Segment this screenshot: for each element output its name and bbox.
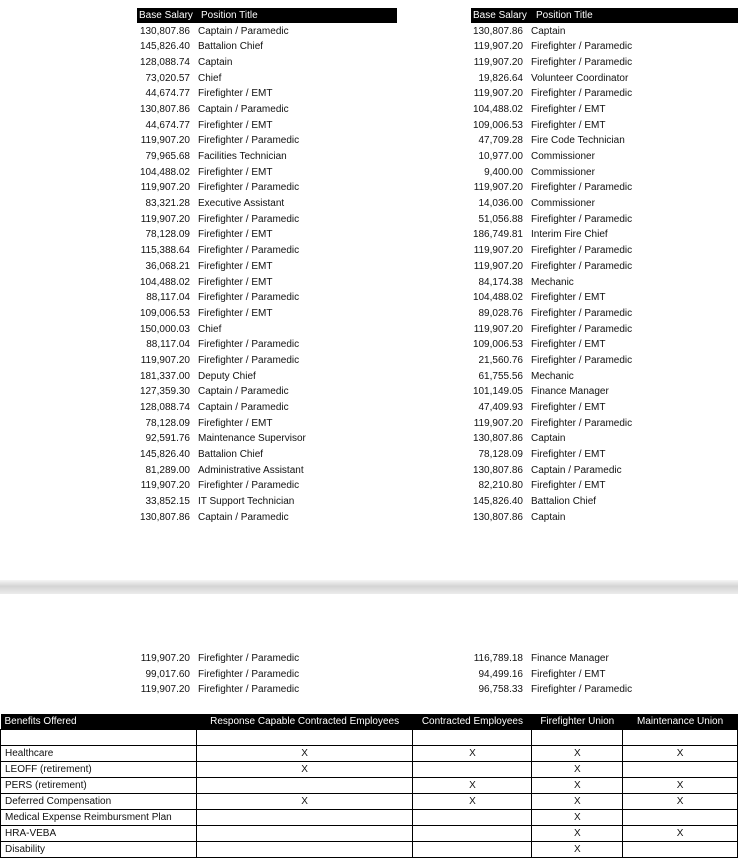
base-salary-value: 61,755.56 xyxy=(478,370,523,382)
benefit-name: Healthcare xyxy=(1,746,197,762)
base-salary-value: 79,965.68 xyxy=(145,151,190,162)
salary-row xyxy=(413,86,713,102)
base-salary-value: 145,826.40 xyxy=(472,496,523,508)
base-salary-value: 84,174.38 xyxy=(478,276,523,288)
salary-row xyxy=(413,322,713,338)
position-title-value: Chief xyxy=(198,323,222,335)
salary-row xyxy=(80,86,380,102)
salary-row xyxy=(80,322,380,338)
salary-row xyxy=(413,384,713,400)
benefit-mark xyxy=(196,730,413,746)
position-title-value: Firefighter / Paramedic xyxy=(198,135,300,147)
position-title-value: Firefighter / Paramedic xyxy=(531,307,633,319)
position-title-value: Mechanic xyxy=(531,276,574,288)
benefits-row xyxy=(1,746,738,762)
salary-row xyxy=(413,243,713,259)
salary-row xyxy=(413,510,713,526)
benefit-mark xyxy=(623,762,738,778)
position-title-value: Fire Code Technician xyxy=(531,135,625,147)
salary-row xyxy=(80,259,380,275)
right-header-salary: Base Salary xyxy=(473,10,527,21)
salary-row xyxy=(413,337,713,353)
benefits-header-firefighter-union: Firefighter Union xyxy=(532,714,623,730)
benefits-body xyxy=(1,730,738,858)
salary-row xyxy=(80,71,380,87)
salary-row xyxy=(413,447,713,463)
benefit-mark: X xyxy=(532,842,623,858)
salary-row xyxy=(80,353,380,369)
benefits-row xyxy=(1,794,738,810)
base-salary-value: 92,591.76 xyxy=(145,433,190,445)
salary-row xyxy=(413,259,713,275)
position-title-value: Firefighter / Paramedic xyxy=(198,292,300,304)
base-salary-value: 99,017.60 xyxy=(145,668,190,680)
benefit-mark xyxy=(532,730,623,746)
salary-row xyxy=(80,165,380,181)
benefit-mark: X xyxy=(532,826,623,842)
base-salary-value: 104,488.02 xyxy=(472,103,523,115)
benefit-mark: X xyxy=(532,746,623,762)
position-title-value: Commissioner xyxy=(531,198,595,210)
benefit-mark xyxy=(623,842,738,858)
benefit-mark: X xyxy=(623,794,738,810)
base-salary-value: 9,400.00 xyxy=(484,166,523,178)
base-salary-value: 104,488.02 xyxy=(472,292,523,304)
benefit-mark: X xyxy=(413,794,532,810)
salary-row xyxy=(80,400,380,416)
base-salary-value: 21,560.76 xyxy=(478,354,523,366)
left-header-title: Position Title xyxy=(201,10,258,21)
salary-row xyxy=(413,290,713,306)
position-title-value: Captain xyxy=(531,511,566,523)
salary-row xyxy=(80,24,380,40)
benefits-blank-row xyxy=(1,730,738,746)
base-salary-value: 119,907.20 xyxy=(473,41,523,53)
base-salary-value: 116,789.18 xyxy=(473,653,523,664)
benefits-row xyxy=(1,842,738,858)
benefit-mark xyxy=(413,810,532,826)
base-salary-value: 101,149.05 xyxy=(472,386,523,398)
benefits-row xyxy=(1,762,738,778)
position-title-value: Firefighter / EMT xyxy=(198,166,273,178)
position-title-value: Firefighter / EMT xyxy=(198,307,273,319)
position-title-value: Firefighter / Paramedic xyxy=(531,182,633,194)
right-header-title: Position Title xyxy=(536,10,593,21)
position-title-value: Firefighter / EMT xyxy=(198,119,273,131)
base-salary-value: 73,020.57 xyxy=(145,72,190,84)
position-title-value: Firefighter / EMT xyxy=(531,480,606,492)
benefit-mark: X xyxy=(623,746,738,762)
salary-row xyxy=(413,416,713,432)
position-title-value: Firefighter / Paramedic xyxy=(198,354,300,366)
position-title-value: Facilities Technician xyxy=(198,151,287,162)
position-title-value: Mechanic xyxy=(531,370,574,382)
base-salary-value: 130,807.86 xyxy=(139,511,190,523)
salary-row xyxy=(413,400,713,416)
base-salary-value: 51,056.88 xyxy=(478,213,523,225)
base-salary-value: 145,826.40 xyxy=(139,449,190,461)
base-salary-value: 130,807.86 xyxy=(472,511,523,523)
position-title-value: Firefighter / EMT xyxy=(531,402,606,413)
base-salary-value: 83,321.28 xyxy=(145,198,190,210)
base-salary-value: 150,000.03 xyxy=(139,323,190,335)
position-title-value: Firefighter / EMT xyxy=(531,103,606,115)
base-salary-value: 119,907.20 xyxy=(140,213,190,225)
base-salary-value: 88,117.04 xyxy=(146,339,190,351)
base-salary-value: 119,907.20 xyxy=(140,684,190,696)
position-title-value: Firefighter / Paramedic xyxy=(198,653,300,664)
position-title-value: Captain / Paramedic xyxy=(198,511,289,523)
position-title-value: Firefighter / EMT xyxy=(198,260,273,272)
benefit-mark: X xyxy=(413,778,532,794)
salary-row xyxy=(80,102,380,118)
salary-row xyxy=(413,431,713,447)
salary-row xyxy=(413,353,713,369)
base-salary-value: 78,128.09 xyxy=(145,229,190,241)
base-salary-value: 119,907.20 xyxy=(473,323,523,335)
base-salary-value: 130,807.86 xyxy=(472,464,523,476)
position-title-value: Firefighter / Paramedic xyxy=(531,417,633,429)
salary-row xyxy=(413,149,713,165)
position-title-value: Firefighter / EMT xyxy=(531,292,606,304)
position-title-value: Captain / Paramedic xyxy=(198,103,289,115)
benefit-name: HRA-VEBA xyxy=(1,826,197,842)
salary-row xyxy=(413,463,713,479)
base-salary-value: 119,907.20 xyxy=(473,417,523,429)
benefits-header-maintenance-union: Maintenance Union xyxy=(623,714,738,730)
benefits-row xyxy=(1,826,738,842)
position-title-value: Finance Manager xyxy=(531,386,609,398)
base-salary-value: 88,117.04 xyxy=(146,292,190,304)
position-title-value: Firefighter / EMT xyxy=(198,88,273,100)
base-salary-value: 109,006.53 xyxy=(472,339,523,351)
base-salary-value: 115,388.64 xyxy=(140,245,190,257)
base-salary-value: 14,036.00 xyxy=(478,198,523,210)
salary-row xyxy=(80,447,380,463)
position-title-value: Firefighter / Paramedic xyxy=(198,339,300,351)
benefit-mark xyxy=(413,762,532,778)
position-title-value: Firefighter / Paramedic xyxy=(198,182,300,194)
benefit-mark: X xyxy=(532,810,623,826)
base-salary-value: 119,907.20 xyxy=(140,182,190,194)
base-salary-value: 47,409.93 xyxy=(478,402,523,413)
salary-row xyxy=(413,71,713,87)
benefits-row xyxy=(1,810,738,826)
benefit-mark: X xyxy=(623,778,738,794)
benefit-name: LEOFF (retirement) xyxy=(1,762,197,778)
benefit-mark xyxy=(413,826,532,842)
salary-row xyxy=(80,118,380,134)
left-header-salary: Base Salary xyxy=(139,10,193,21)
benefits-row xyxy=(1,778,738,794)
position-title-value: Captain xyxy=(531,433,566,445)
base-salary-value: 181,337.00 xyxy=(139,370,190,382)
benefit-mark: X xyxy=(413,746,532,762)
base-salary-value: 119,907.20 xyxy=(140,653,190,664)
base-salary-value: 119,907.20 xyxy=(473,260,523,272)
benefit-mark xyxy=(196,810,413,826)
position-title-value: Battalion Chief xyxy=(198,41,264,53)
benefits-header-row xyxy=(1,714,738,730)
salary-row xyxy=(413,165,713,181)
salary-row xyxy=(413,196,713,212)
right-salary-list xyxy=(413,24,713,526)
salary-row xyxy=(413,369,713,385)
document-page-2 xyxy=(0,594,738,861)
base-salary-value: 119,907.20 xyxy=(473,88,523,100)
salary-row xyxy=(80,478,380,494)
base-salary-value: 145,826.40 xyxy=(139,41,190,53)
salary-row xyxy=(413,102,713,118)
position-title-value: Maintenance Supervisor xyxy=(198,433,306,445)
benefit-mark xyxy=(623,810,738,826)
position-title-value: Firefighter / Paramedic xyxy=(531,245,633,257)
position-title-value: Captain xyxy=(531,25,566,37)
salary-row xyxy=(413,227,713,243)
benefit-name: Disability xyxy=(1,842,197,858)
position-title-value: Firefighter / Paramedic xyxy=(198,480,300,492)
position-title-value: Volunteer Coordinator xyxy=(531,72,629,84)
position-title-value: Firefighter / Paramedic xyxy=(531,260,633,272)
position-title-value: Battalion Chief xyxy=(198,449,264,461)
position-title-value: Captain / Paramedic xyxy=(198,25,289,37)
benefit-mark xyxy=(196,826,413,842)
benefits-header-contracted: Contracted Employees xyxy=(413,714,532,730)
position-title-value: Executive Assistant xyxy=(198,198,285,210)
benefit-name: PERS (retirement) xyxy=(1,778,197,794)
salary-row xyxy=(413,39,713,55)
position-title-value: Firefighter / Paramedic xyxy=(198,684,300,696)
salary-row xyxy=(80,39,380,55)
position-title-value: Firefighter / Paramedic xyxy=(531,88,633,100)
position-title-value: Firefighter / Paramedic xyxy=(531,41,633,53)
salary-row xyxy=(80,55,380,71)
position-title-value: Firefighter / EMT xyxy=(531,449,606,461)
base-salary-value: 109,006.53 xyxy=(139,307,190,319)
base-salary-value: 119,907.20 xyxy=(473,182,523,194)
salary-row xyxy=(80,133,380,149)
base-salary-value: 96,758.33 xyxy=(478,684,523,696)
position-title-value: Captain / Paramedic xyxy=(198,386,289,398)
base-salary-value: 44,674.77 xyxy=(145,88,190,100)
benefit-name: Medical Expense Reimbursment Plan xyxy=(1,810,197,826)
salary-row xyxy=(80,212,380,228)
benefit-mark xyxy=(196,842,413,858)
position-title-value: Deputy Chief xyxy=(198,370,256,382)
position-title-value: Firefighter / Paramedic xyxy=(531,213,633,225)
position-title-value: IT Support Technician xyxy=(198,496,295,508)
benefit-name: Deferred Compensation xyxy=(1,794,197,810)
base-salary-value: 47,709.28 xyxy=(478,135,523,147)
benefit-mark xyxy=(196,778,413,794)
salary-row xyxy=(80,337,380,353)
position-title-value: Firefighter / EMT xyxy=(531,339,606,351)
salary-row xyxy=(413,24,713,40)
salary-row xyxy=(80,290,380,306)
position-title-value: Captain / Paramedic xyxy=(198,402,289,413)
salary-row xyxy=(80,510,380,526)
position-title-value: Firefighter / Paramedic xyxy=(531,684,633,696)
salary-row xyxy=(80,682,380,698)
position-title-value: Administrative Assistant xyxy=(198,464,304,476)
salary-row xyxy=(413,667,713,683)
base-salary-value: 104,488.02 xyxy=(139,276,190,288)
salary-row xyxy=(413,212,713,228)
base-salary-value: 130,807.86 xyxy=(139,103,190,115)
benefits-header-response-capable: Response Capable Contracted Employees xyxy=(196,714,413,730)
base-salary-value: 36,068.21 xyxy=(145,260,190,272)
position-title-value: Firefighter / EMT xyxy=(198,229,273,241)
salary-row xyxy=(413,682,713,698)
benefits-table xyxy=(0,714,738,858)
benefit-mark: X xyxy=(532,762,623,778)
position-title-value: Battalion Chief xyxy=(531,496,597,508)
salary-row xyxy=(80,243,380,259)
benefit-mark xyxy=(413,842,532,858)
position-title-value: Finance Manager xyxy=(531,653,609,664)
left-salary-list xyxy=(80,24,380,526)
right-salary-list-continued xyxy=(413,651,713,698)
benefits-header-offered: Benefits Offered xyxy=(1,714,197,730)
salary-row xyxy=(413,55,713,71)
base-salary-value: 10,977.00 xyxy=(478,151,523,162)
salary-row xyxy=(413,275,713,291)
salary-row xyxy=(80,196,380,212)
base-salary-value: 130,807.86 xyxy=(139,25,190,37)
salary-row xyxy=(413,494,713,510)
salary-row xyxy=(413,478,713,494)
base-salary-value: 94,499.16 xyxy=(478,668,523,680)
salary-row xyxy=(413,651,713,667)
position-title-value: Firefighter / Paramedic xyxy=(531,56,633,68)
salary-row xyxy=(413,133,713,149)
salary-row xyxy=(80,180,380,196)
base-salary-value: 78,128.09 xyxy=(145,417,190,429)
position-title-value: Captain / Paramedic xyxy=(531,464,622,476)
salary-row xyxy=(413,306,713,322)
position-title-value: Chief xyxy=(198,72,222,84)
base-salary-value: 33,852.15 xyxy=(145,496,190,508)
base-salary-value: 186,749.81 xyxy=(472,229,523,241)
base-salary-value: 89,028.76 xyxy=(478,307,523,319)
page-break xyxy=(0,580,738,594)
position-title-value: Firefighter / Paramedic xyxy=(531,354,633,366)
benefit-mark: X xyxy=(623,826,738,842)
base-salary-value: 119,907.20 xyxy=(473,56,523,68)
base-salary-value: 104,488.02 xyxy=(139,166,190,178)
base-salary-value: 119,907.20 xyxy=(140,480,190,492)
salary-row xyxy=(80,431,380,447)
position-title-value: Interim Fire Chief xyxy=(531,229,608,241)
position-title-value: Firefighter / Paramedic xyxy=(198,245,300,257)
salary-row xyxy=(80,275,380,291)
benefit-mark: X xyxy=(532,794,623,810)
base-salary-value: 127,359.30 xyxy=(139,386,190,398)
base-salary-value: 44,674.77 xyxy=(145,119,190,131)
position-title-value: Firefighter / EMT xyxy=(198,276,273,288)
salary-row xyxy=(80,149,380,165)
salary-row xyxy=(80,494,380,510)
benefit-mark: X xyxy=(196,746,413,762)
position-title-value: Firefighter / EMT xyxy=(198,417,273,429)
left-header-bar xyxy=(137,8,397,23)
salary-row xyxy=(413,118,713,134)
base-salary-value: 119,907.20 xyxy=(140,135,190,147)
benefit-mark: X xyxy=(532,778,623,794)
position-title-value: Firefighter / Paramedic xyxy=(198,668,300,680)
salary-row xyxy=(413,180,713,196)
right-header-bar xyxy=(471,8,738,23)
salary-row xyxy=(80,651,380,667)
base-salary-value: 130,807.86 xyxy=(472,433,523,445)
salary-row xyxy=(80,369,380,385)
position-title-value: Firefighter / Paramedic xyxy=(198,213,300,225)
left-salary-list-continued xyxy=(80,651,380,698)
salary-row xyxy=(80,463,380,479)
benefit-mark xyxy=(623,730,738,746)
base-salary-value: 109,006.53 xyxy=(472,119,523,131)
position-title-value: Commissioner xyxy=(531,151,595,162)
salary-row xyxy=(80,306,380,322)
benefit-mark xyxy=(413,730,532,746)
base-salary-value: 81,289.00 xyxy=(145,464,190,476)
base-salary-value: 19,826.64 xyxy=(478,72,523,84)
base-salary-value: 78,128.09 xyxy=(478,449,523,461)
position-title-value: Captain xyxy=(198,56,233,68)
salary-row xyxy=(80,667,380,683)
base-salary-value: 119,907.20 xyxy=(140,354,190,366)
base-salary-value: 119,907.20 xyxy=(473,245,523,257)
position-title-value: Firefighter / Paramedic xyxy=(531,323,633,335)
benefit-name xyxy=(1,730,197,746)
benefit-mark: X xyxy=(196,794,413,810)
position-title-value: Commissioner xyxy=(531,166,595,178)
base-salary-value: 128,088.74 xyxy=(139,56,190,68)
base-salary-value: 82,210.80 xyxy=(478,480,523,492)
salary-row xyxy=(80,384,380,400)
salary-row xyxy=(80,227,380,243)
base-salary-value: 128,088.74 xyxy=(139,402,190,413)
benefit-mark: X xyxy=(196,762,413,778)
position-title-value: Firefighter / EMT xyxy=(531,668,606,680)
position-title-value: Firefighter / EMT xyxy=(531,119,606,131)
salary-row xyxy=(80,416,380,432)
base-salary-value: 130,807.86 xyxy=(472,25,523,37)
